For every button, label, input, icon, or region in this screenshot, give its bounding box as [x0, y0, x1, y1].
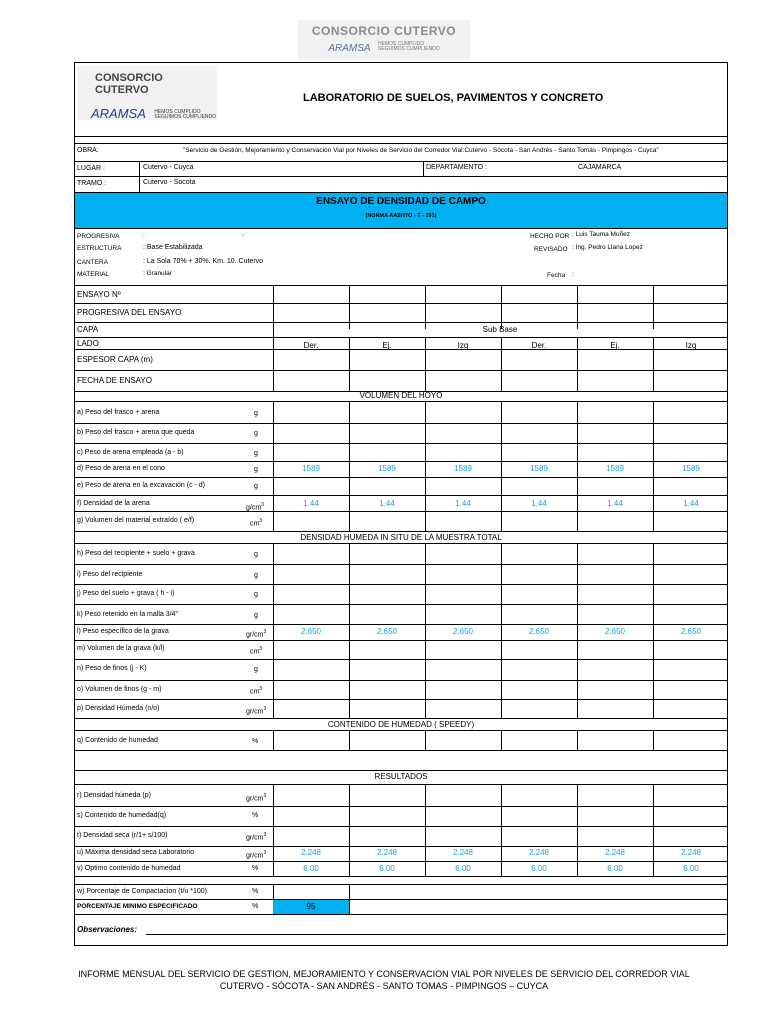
param-h-unit: g	[254, 551, 258, 558]
obra-value: "Servicio de Gestión, Mejoramiento y Conservación Vial por Niveles de Servicio del Corredor Vial:Cutervo - Sócota - San Andrés - Santo Tomás - Pimpingos - Cuyca"	[183, 147, 659, 154]
page-title: LABORATORIO DE SUELOS, PAVIMENTOS Y CONCRETO	[303, 92, 604, 104]
param-l-unit: $gr/cm^3$	[246, 629, 267, 639]
param-s-label: s) Contenido de humedad(q)	[77, 812, 167, 819]
param-a-unit: g	[254, 410, 258, 417]
param-w-unit: %	[252, 888, 259, 895]
estructura-label: ESTRUCTURA	[77, 245, 122, 252]
tramo-value: Cutervo - Socota	[143, 179, 196, 186]
param-d-value-1: 1589	[302, 464, 320, 473]
param-b-unit: g	[254, 430, 258, 437]
section-resultados: RESULTADOS	[374, 772, 428, 781]
param-v-value-1: 6.00	[303, 864, 319, 873]
param-q-label: q) Contenido de humedad	[77, 737, 158, 744]
progresiva-dash: -	[242, 232, 245, 239]
lado-col-6: Izq	[685, 341, 697, 350]
param-e-unit: g	[254, 483, 258, 490]
param-v-value-5: 6.00	[607, 864, 623, 873]
footer-line-2: CUTERVO - SÓCOTA - SAN ANDRÉS - SANTO TOMAS - PIMPINGOS – CUYCA	[219, 981, 549, 991]
progresiva-sep: :	[143, 232, 145, 239]
param-u-value-3: 2.248	[452, 848, 474, 857]
company-logo	[77, 66, 217, 120]
param-d-value-2: 1589	[378, 464, 396, 473]
param-i-label: i) Peso del recipiente	[77, 571, 143, 578]
lado-col-2: Ej.	[382, 341, 392, 350]
param-l-value-5: 2.650	[604, 627, 626, 636]
material-label: MATERIAL	[77, 271, 110, 278]
ensayo-label: ENSAYO Nº	[77, 290, 121, 299]
logo-brand: ARAMSA	[91, 106, 146, 121]
logo-slogan: HEMOS CUMPLIDO SEGUIMOS CUMPLIENDO	[154, 109, 217, 120]
revisado-label: REVISADO	[534, 246, 568, 253]
progresiva-label: PROGRESIVA	[77, 233, 120, 240]
param-g-unit: $cm^3$	[250, 518, 263, 528]
section-densidad: DENSIDAD HUMEDA IN SITU DE LA MUESTRA TOTAL	[300, 533, 502, 542]
param-f-value-3: 1.44	[455, 499, 471, 508]
param-n-label: n) Peso de finos (j - K)	[77, 665, 147, 672]
param-l-label: l) Peso específico de la grava	[77, 628, 169, 635]
param-d-label: d) Peso de arena en el cono	[77, 465, 165, 472]
top-banner-logo	[298, 20, 470, 60]
test-norm: (NORMA AASHTO - T - 191)	[365, 213, 437, 219]
param-l-value-1: 2.650	[300, 627, 322, 636]
param-k-label: k) Peso retenido en la malla 3/4"	[77, 611, 178, 618]
param-w-label: w) Porcentaje de Compactacion (t/u *100)	[77, 888, 207, 895]
material-value: : Granular	[143, 270, 172, 277]
param-t-label: t) Densidad seca (r/1+ s/100)	[77, 832, 168, 839]
capa-value: Sub Base	[482, 325, 518, 334]
param-u-unit: $gr/cm^3$	[246, 850, 267, 860]
param-v-value-6: 6.00	[683, 864, 699, 873]
param-f-label: f) Densidad de la arena	[77, 500, 150, 507]
obra-label: OBRA:	[77, 147, 99, 154]
footer-line-1: INFORME MENSUAL DEL SERVICIO DE GESTION, MEJORAMIENTO Y CONSERVACION VIAL POR NIVELES DE SERVICIO DEL CORREDOR VIAL	[78, 969, 690, 979]
banner-brand: ARAMSA	[328, 43, 371, 54]
param-i-unit: g	[254, 572, 258, 579]
param-t-unit: $gr/cm^3$	[246, 832, 267, 842]
param-h-label: h) Peso del recipiente + suelo + grava	[77, 550, 195, 557]
fecha-label: Fecha	[547, 272, 566, 279]
param-l-value-4: 2.650	[528, 627, 550, 636]
param-v-value-2: 6.00	[379, 864, 395, 873]
lado-col-3: Izq	[457, 341, 469, 350]
param-u-value-6: 2.248	[680, 848, 702, 857]
min-percent-value: 95	[306, 902, 316, 911]
cantera-label: CANTERA	[77, 259, 109, 266]
param-p-unit: $gr/cm^3$	[246, 706, 267, 716]
param-f-unit: $g/cm^3$	[246, 502, 264, 512]
banner-slogan: HEMOS CUMPLIDO SEGUIMOS CUMPLIENDO	[378, 40, 440, 52]
estructura-value: : Base Estabilizada	[143, 244, 203, 251]
logo-company: CONSORCIO CUTERVO	[95, 72, 163, 96]
lado-label: LADO	[77, 339, 99, 348]
departamento-value: CAJAMARCA	[578, 164, 622, 171]
param-f-value-5: 1.44	[607, 499, 623, 508]
test-title: ENSAYO DE DENSIDAD DE CAMPO	[316, 196, 486, 207]
progresiva-ensayo-label: PROGRESIVA DEL ENSAYO	[77, 308, 182, 317]
param-c-label: c) Peso de arena empleada (a - b)	[77, 449, 184, 456]
hecho-value: : Luis Tauma Muñez	[572, 231, 631, 238]
param-e-label: e) Peso de arena en la excavación (c - d)	[77, 482, 206, 489]
param-v-value-3: 6.00	[455, 864, 471, 873]
param-v-label: v) Optimo contenido de humedad	[77, 865, 181, 872]
banner-company: CONSORCIO CUTERVO	[311, 24, 457, 38]
param-k-unit: g	[254, 612, 258, 619]
param-q-unit: %	[252, 738, 259, 745]
param-u-label: u) Máxima densidad seca Laboratorio	[77, 849, 195, 856]
param-f-value-4: 1.44	[531, 499, 547, 508]
param-u-value-5: 2.248	[604, 848, 626, 857]
revisado-value: : Ing. Pedro Llana Lopez	[572, 244, 643, 251]
param-d-value-4: 1589	[530, 464, 548, 473]
param-u-value-4: 2.248	[528, 848, 550, 857]
param-r-label: r) Densidad húmeda (p)	[77, 792, 151, 799]
cantera-value: : La Sola 70% + 30%. Km. 10. Cutervo	[143, 258, 264, 265]
param-f-value-1: 1.44	[303, 499, 319, 508]
param-o-label: o) Volumen de finos (g - m)	[77, 686, 162, 693]
lado-col-1: Der.	[303, 341, 319, 350]
lado-col-5: Ej.	[610, 341, 620, 350]
param-d-unit: g	[254, 466, 258, 473]
param-d-value-5: 1589	[606, 464, 624, 473]
fecha-value: :	[572, 271, 574, 278]
param-u-value-1: 2.248	[300, 848, 322, 857]
footer	[0, 968, 768, 992]
departamento-label: DEPARTAMENTO :	[426, 164, 487, 171]
param-v-unit: %	[252, 865, 259, 872]
param-f-value-6: 1.44	[683, 499, 699, 508]
capa-label: CAPA	[77, 325, 99, 334]
param-m-label: m) Volumen de la grava (k/l)	[77, 645, 165, 652]
lado-col-4: Der.	[531, 341, 547, 350]
param-c-unit: g	[254, 450, 258, 457]
param-l-value-3: 2.650	[452, 627, 474, 636]
param-p-label: p) Densidad Húmeda (n/o)	[77, 705, 160, 712]
param-r-unit: $gr/cm^3$	[246, 793, 267, 803]
param-j-unit: g	[254, 591, 258, 598]
param-o-unit: $cm^3$	[250, 686, 263, 696]
param-v-value-4: 6.00	[531, 864, 547, 873]
param-m-unit: $cm^3$	[250, 646, 263, 656]
param-f-value-2: 1.44	[379, 499, 395, 508]
tramo-label: TRAMO :	[77, 180, 107, 187]
section-volumen: VOLUMEN DEL HOYO	[359, 391, 443, 400]
param-a-label: a) Peso del frasco + arena	[77, 409, 160, 416]
param-n-unit: g	[254, 666, 258, 673]
section-contenido: CONTENIDO DE HUMEDAD ( SPEEDY)	[327, 720, 475, 729]
hecho-label: HECHO POR	[530, 233, 570, 240]
param-b-label: b) Peso del frasco + arena que queda	[77, 429, 195, 436]
observaciones-label: Observaciones:	[77, 925, 138, 934]
test-title-bar	[75, 193, 727, 228]
param-u-value-2: 2.248	[376, 848, 398, 857]
fecha-ensayo-label: FECHA DE ENSAYO	[77, 376, 152, 385]
param-l-value-6: 2.650	[680, 627, 702, 636]
param-d-value-3: 1589	[454, 464, 472, 473]
param-l-value-2: 2.650	[376, 627, 398, 636]
param-g-label: g) Volumen del material extraído ( e/f)	[77, 517, 195, 524]
param-s-unit: %	[252, 812, 259, 819]
espesor-label: ESPESOR CAPA (m)	[77, 355, 153, 364]
min-percent-unit: %	[252, 903, 259, 910]
param-j-label: j) Peso del suelo + grava ( h - i)	[77, 590, 175, 597]
param-d-value-6: 1589	[682, 464, 700, 473]
lugar-label: LUGAR :	[77, 165, 106, 172]
lugar-value: Cutervo - Cuyca	[143, 164, 194, 171]
min-percent-label: PORCENTAJE MINIMO ESPECIFICADO	[77, 903, 198, 910]
